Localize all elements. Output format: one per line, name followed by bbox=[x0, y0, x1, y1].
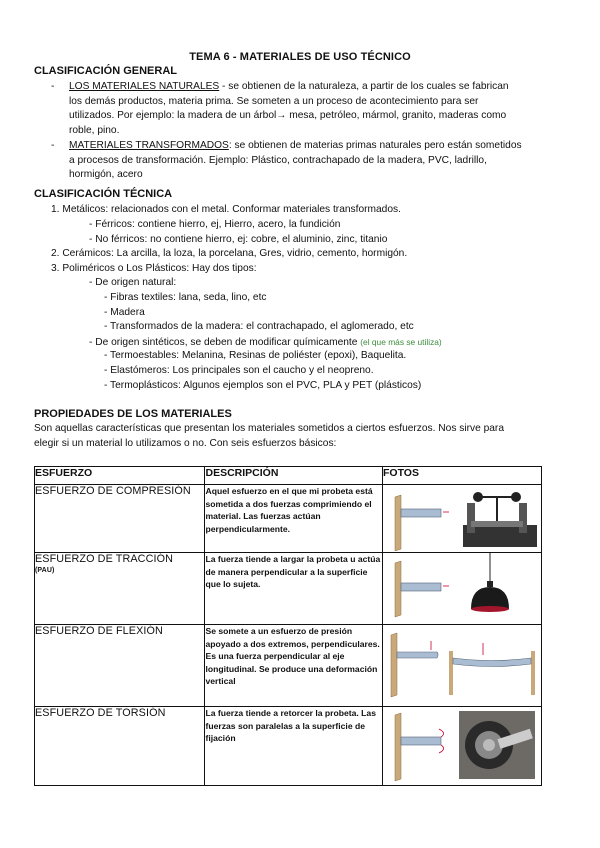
esfuerzo-desc: La fuerza tiende a retorcer la probeta. Las fuerzas son paralelas a la superficie de fijación bbox=[205, 707, 383, 786]
list-bullet: - bbox=[51, 81, 55, 92]
list-item: - De origen natural: bbox=[89, 277, 177, 289]
column-header: ESFUERZO bbox=[35, 467, 205, 485]
paragraph-line: Son aquellas características que presentan los materiales sometidos a ciertos esfuerzos. Nos sirve para bbox=[34, 423, 504, 434]
table-row bbox=[35, 553, 542, 625]
paragraph-transformados-line1: MATERIALES TRANSFORMADOS: se obtienen de materias primas naturales pero están sometidos bbox=[69, 140, 522, 151]
paragraph-line: hormigón, acero bbox=[69, 169, 143, 181]
list-item: - Termoestables: Melanina, Resinas de poliéster (epoxi), Baquelita. bbox=[104, 350, 407, 362]
foto-compresion bbox=[382, 485, 541, 553]
esfuerzo-name: ESFUERZO DE COMPRESIÓN bbox=[35, 485, 205, 553]
esfuerzo-desc: Se somete a un esfuerzo de presión apoyado a dos extremos, perpendiculares. Es una fuerza perpendicular al eje longitudinal. Se produce una deformación vertical bbox=[205, 625, 383, 707]
list-item: 3. Poliméricos o Los Plásticos: Hay dos tipos: bbox=[51, 262, 257, 274]
section-heading-tecnica: CLASIFICACIÓN TÉCNICA bbox=[34, 188, 173, 200]
section-heading-propiedades: PROPIEDADES DE LOS MATERIALES bbox=[34, 408, 232, 420]
list-item: - Elastómeros: Los principales son el caucho y el neopreno. bbox=[104, 365, 374, 376]
table-row bbox=[35, 625, 542, 707]
pau-note: (PAU) bbox=[35, 567, 55, 574]
esfuerzo-desc: La fuerza tiende a largar la probeta u actúa de manera perpendicular a la superficie que lo sujeta. bbox=[205, 553, 383, 625]
page-title: TEMA 6 - MATERIALES DE USO TÉCNICO bbox=[189, 51, 411, 63]
paragraph-naturales-line1: LOS MATERIALES NATURALES - se obtienen de la naturaleza, a partir de los cuales se fabrican bbox=[69, 81, 509, 92]
table-row bbox=[35, 485, 542, 553]
table-header-row bbox=[35, 467, 542, 485]
column-header: DESCRIPCIÓN bbox=[205, 467, 383, 485]
torsion-illustration bbox=[383, 707, 540, 785]
esfuerzo-desc: Aquel esfuerzo en el que mi probeta está sometida a dos fuerzas comprimiendo el material. Las fuerzas actúan perpendicularmente. bbox=[205, 485, 383, 553]
list-item: 2. Cerámicos: La arcilla, la loza, la porcelana, Gres, vidrio, cemento, hormigón. bbox=[51, 248, 408, 260]
list-item: - Termoplásticos: Algunos ejemplos son el PVC, PLA y PET (plásticos) bbox=[104, 379, 422, 391]
term-transformados: MATERIALES TRANSFORMADOS bbox=[69, 140, 229, 151]
list-item: 1. Metálicos: relacionados con el metal. Conformar materiales transformados. bbox=[51, 204, 401, 215]
paragraph-line: utilizados. Por ejemplo: la madera de un árbol→ mesa, petróleo, mármol, granito, maderas como bbox=[69, 110, 507, 122]
foto-torsion bbox=[382, 707, 541, 786]
esfuerzo-name: ESFUERZO DE FLEXIÓN bbox=[35, 625, 205, 707]
traction-illustration bbox=[383, 553, 540, 623]
list-item: - No férricos: no contiene hierro, ej: cobre, el aluminio, zinc, titanio bbox=[89, 233, 388, 245]
list-item: - Fibras textiles: lana, seda, lino, etc bbox=[104, 292, 267, 303]
esfuerzos-table bbox=[34, 466, 542, 786]
paragraph-line: roble, pino. bbox=[69, 124, 120, 136]
paragraph-line: a procesos de transformación. Ejemplo: Plástico, contrachapado de la madera, PVC, ladrillo, bbox=[69, 154, 487, 166]
foto-flexion bbox=[382, 625, 541, 707]
term-naturales: LOS MATERIALES NATURALES bbox=[69, 81, 220, 92]
list-item: - Transformados de la madera: el contrachapado, el aglomerado, etc bbox=[104, 321, 414, 333]
esfuerzo-name: ESFUERZO DE TRACCIÓN (PAU) bbox=[35, 553, 205, 625]
list-item: - De origen sintéticos, se deben de modificar químicamente (el que más se utiliza) bbox=[89, 336, 442, 348]
list-bullet: - bbox=[51, 140, 55, 151]
paragraph-line: elegir si un material lo utilizamos o no. Con seis esfuerzos básicos: bbox=[34, 437, 337, 449]
list-item: - Férricos: contiene hierro, ej, Hierro, acero, la fundición bbox=[89, 219, 341, 230]
list-item: - Madera bbox=[104, 306, 145, 318]
flexion-illustration bbox=[383, 625, 540, 705]
foto-traccion bbox=[382, 553, 541, 625]
note-green: (el que más se utiliza) bbox=[360, 336, 442, 347]
section-heading-general: CLASIFICACIÓN GENERAL bbox=[34, 65, 177, 77]
compression-illustration bbox=[383, 485, 540, 551]
paragraph-line: los demás productos, materia prima. Se someten a un proceso de acontecimiento para ser bbox=[69, 95, 479, 107]
table-row bbox=[35, 707, 542, 786]
column-header: FOTOS bbox=[382, 467, 541, 485]
esfuerzo-name: ESFUERZO DE TORSIÓN bbox=[35, 707, 205, 786]
